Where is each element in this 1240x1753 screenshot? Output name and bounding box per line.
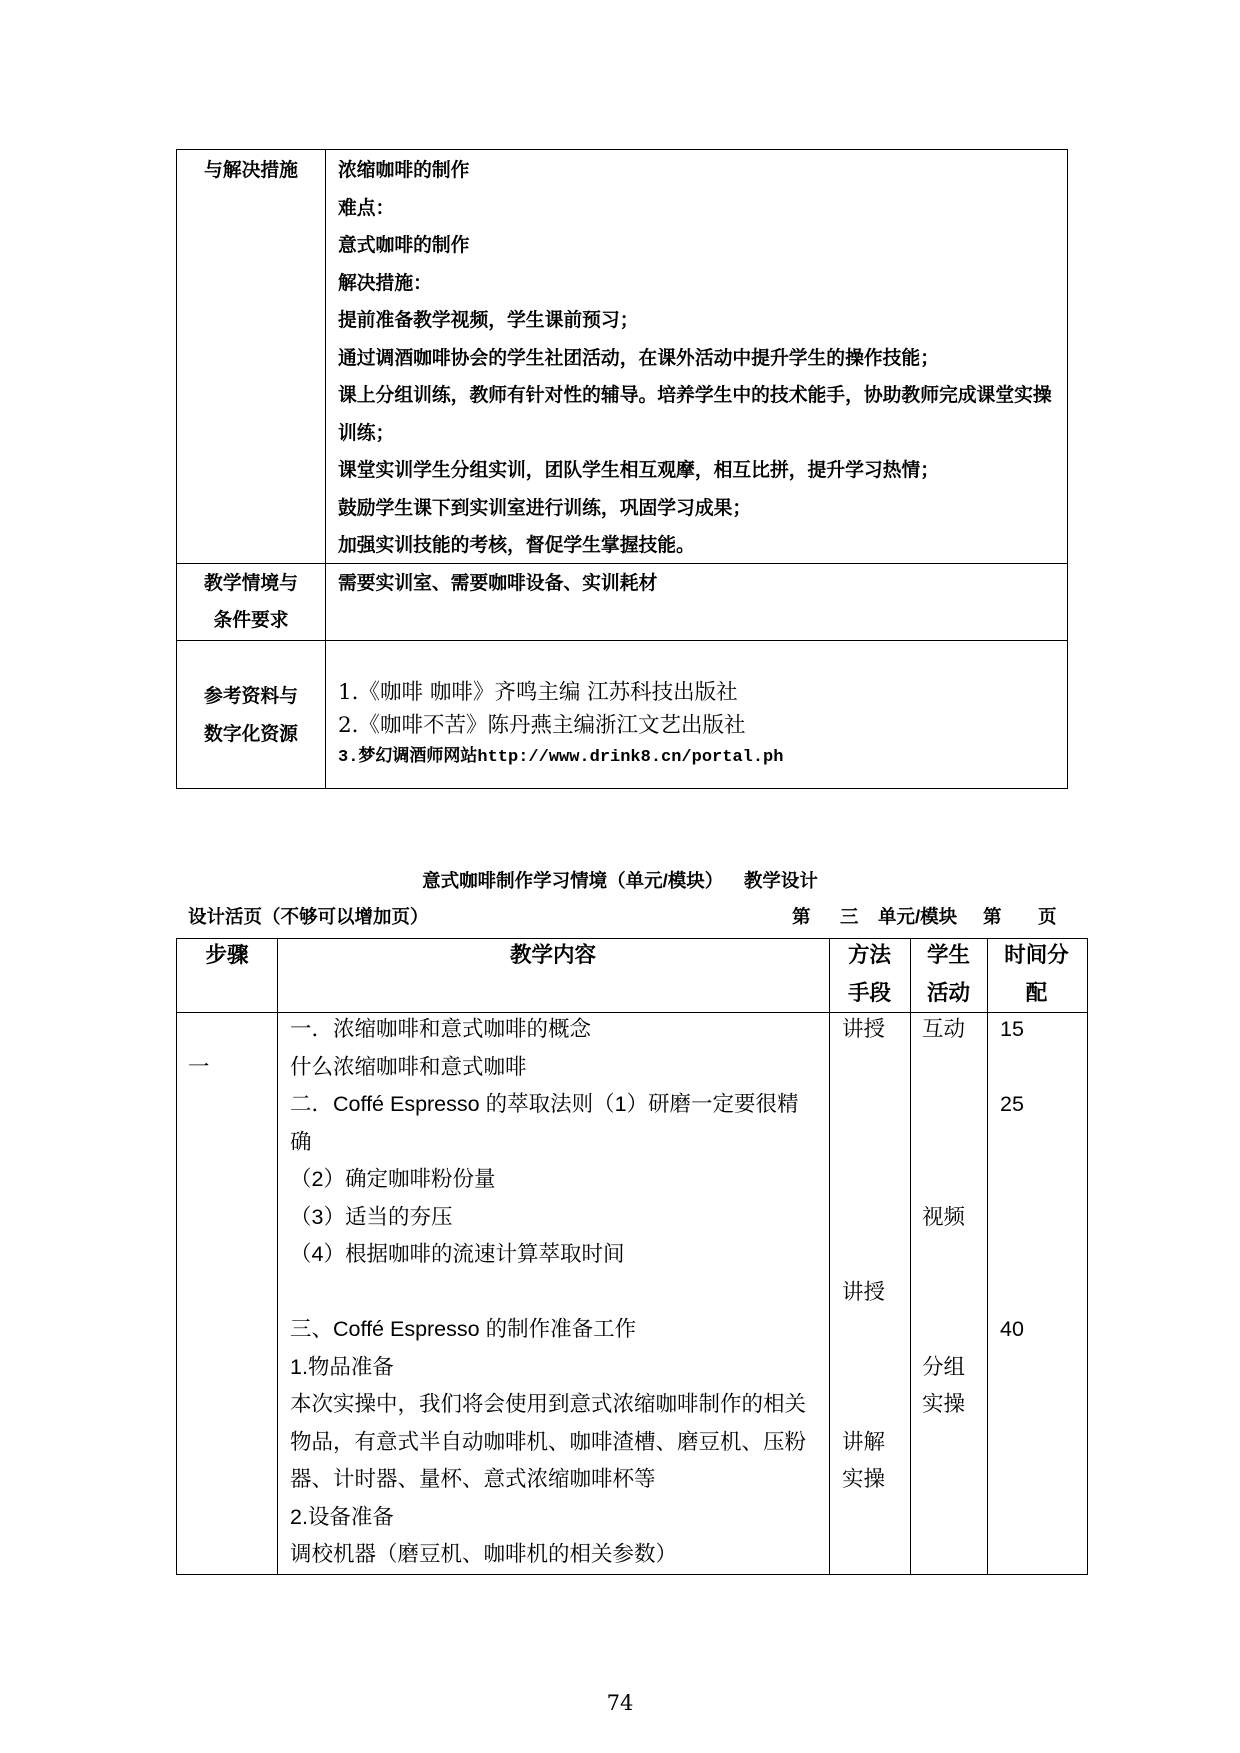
- label-line: 数字化资源: [204, 723, 298, 744]
- content-cell: 调校机器（磨豆机、咖啡机的相关参数）: [290, 1542, 678, 1566]
- table-row: [177, 1349, 1087, 1387]
- header-label: 时间分: [1004, 942, 1069, 967]
- content-line: 提前准备教学视频，学生课前预习；: [338, 309, 639, 330]
- activity-cell: [910, 1124, 987, 1162]
- teaching-measures-table: [176, 149, 1068, 789]
- table-row: [177, 1199, 1087, 1237]
- header-label: 学生: [926, 942, 970, 967]
- time-cell: [987, 1049, 1086, 1087]
- header-method: [829, 936, 910, 1010]
- row-label-conditions: [177, 564, 325, 638]
- header-label: 方法: [847, 942, 891, 967]
- table-row: [177, 1161, 1087, 1199]
- content-cell: 物品，有意式半自动咖啡机、咖啡渣槽、磨豆机、压粉: [290, 1429, 807, 1454]
- table-row: [177, 1311, 1087, 1349]
- content-cell: （4）根据咖啡的流速计算萃取时间: [290, 1242, 625, 1266]
- unit-prefix: 第: [792, 906, 811, 927]
- method-cell: [829, 1124, 910, 1162]
- step-cell: [177, 1424, 277, 1462]
- activity-cell: 分组: [922, 1354, 966, 1379]
- time-cell: [987, 1424, 1086, 1462]
- unit-label: 单元/模块: [878, 906, 958, 927]
- step-cell: [177, 1086, 277, 1124]
- content-cell: 器、计时器、量杯、意式浓缩咖啡杯等: [290, 1467, 656, 1491]
- row-divider: [177, 640, 1067, 641]
- method-cell: [829, 1199, 910, 1237]
- activity-cell: [910, 1274, 987, 1312]
- content-line: 意式咖啡的制作: [338, 234, 470, 255]
- page-prefix: 第: [983, 906, 1002, 927]
- time-cell: [987, 1349, 1086, 1387]
- time-cell: [987, 1536, 1086, 1574]
- table-row: [177, 1424, 1087, 1462]
- header-label: 步骤: [205, 942, 249, 967]
- step-cell: [177, 1161, 277, 1199]
- step-cell: [177, 1386, 277, 1424]
- table-row: [177, 1011, 1087, 1049]
- header-step: [177, 936, 277, 1010]
- step-cell: [177, 1536, 277, 1574]
- time-cell: 15: [1000, 1017, 1024, 1041]
- method-cell: [829, 1499, 910, 1537]
- content-line: 通过调酒咖啡协会的学生社团活动，在课外活动中提升学生的操作技能；: [338, 346, 939, 368]
- table-row: [177, 1499, 1087, 1537]
- content-line: 需要实训室、需要咖啡设备、实训耗材: [338, 572, 658, 593]
- method-cell: [829, 1349, 910, 1387]
- step-cell: [177, 1236, 277, 1274]
- time-cell: [987, 1386, 1086, 1424]
- table-row: [177, 1461, 1087, 1499]
- method-cell: [829, 1086, 910, 1124]
- activity-cell: [910, 1049, 987, 1087]
- time-cell: [987, 1461, 1086, 1499]
- content-cell: 二．Coffé Espresso 的萃取法则（1）研磨一定要很精: [290, 1092, 799, 1116]
- reference-book: 2.《咖啡不苦》陈丹燕主编浙江文艺出版社: [338, 712, 746, 738]
- activity-cell: 视频: [922, 1204, 966, 1229]
- row-content-conditions: [338, 564, 1067, 601]
- method-cell: 实操: [842, 1467, 886, 1491]
- content-cell: 确: [290, 1129, 312, 1154]
- step-cell: [177, 1274, 277, 1312]
- row-label-references: [177, 677, 325, 753]
- label-line: 与解决措施: [204, 159, 298, 180]
- method-cell: [829, 1536, 910, 1574]
- table-row: [177, 1536, 1087, 1574]
- activity-cell: [910, 1161, 987, 1199]
- page-suffix: 页: [1038, 906, 1057, 927]
- method-cell: [829, 1311, 910, 1349]
- content-line: 鼓励学生课下到实训室进行训练，巩固学习成果；: [338, 496, 752, 518]
- content-line: 课堂实训学生分组实训，团队学生相互观摩，相互比拼，提升学习热情；: [338, 459, 939, 480]
- activity-cell: [910, 1461, 987, 1499]
- step-cell: [177, 1499, 277, 1537]
- method-cell: [829, 1236, 910, 1274]
- table-row: [177, 1236, 1087, 1274]
- row-content-references: [338, 677, 1067, 775]
- activity-cell: [910, 1424, 987, 1462]
- sheet-label: 设计活页（不够可以增加页）: [188, 906, 429, 927]
- unit-number: 三: [840, 906, 859, 927]
- table-body: [177, 1011, 1087, 1574]
- method-cell: 讲授: [842, 1279, 886, 1304]
- content-cell: 什么浓缩咖啡和意式咖啡: [290, 1054, 527, 1079]
- step-cell: [177, 1011, 277, 1049]
- step-cell: 一: [188, 1054, 210, 1079]
- reference-website: 3.梦幻调酒师网站http://www.drink8.cn/portal.ph: [338, 748, 784, 767]
- table-row: [177, 1386, 1087, 1424]
- time-cell: [987, 1236, 1086, 1274]
- content-line: 课上分组训练，教师有针对性的辅导。培养学生中的技术能手，协助教师完成课堂实操: [338, 384, 1052, 405]
- step-cell: [177, 1124, 277, 1162]
- method-cell: [829, 1049, 910, 1087]
- content-line: 浓缩咖啡的制作: [338, 159, 470, 180]
- content-cell: （3）适当的夯压: [290, 1204, 453, 1229]
- table-row: [177, 1049, 1087, 1087]
- activity-cell: [910, 1311, 987, 1349]
- method-cell: [829, 1386, 910, 1424]
- table-row: [177, 1274, 1087, 1312]
- activity-cell: [910, 1536, 987, 1574]
- activity-cell: [910, 1086, 987, 1124]
- header-time: [987, 936, 1086, 1010]
- step-cell: [177, 1349, 277, 1387]
- column-divider: [325, 150, 326, 788]
- label-line: 参考资料与: [204, 685, 298, 706]
- content-cell: 本次实操中，我们将会使用到意式浓缩咖啡制作的相关: [290, 1392, 807, 1416]
- header-label: 活动: [926, 980, 970, 1005]
- method-cell: [829, 1161, 910, 1199]
- page-number: 74: [606, 1691, 634, 1715]
- content-cell: 一．浓缩咖啡和意式咖啡的概念: [290, 1017, 592, 1041]
- table-row: [177, 1086, 1087, 1124]
- content-cell: 2.设备准备: [290, 1504, 394, 1529]
- label-line: 教学情境与: [204, 572, 298, 593]
- table-header-row: [177, 939, 1087, 1013]
- time-cell: [987, 1199, 1086, 1237]
- time-cell: [987, 1499, 1086, 1537]
- content-line: 难点：: [338, 196, 395, 218]
- content-cell: 1.物品准备: [290, 1354, 394, 1379]
- header-label: 配: [1025, 980, 1048, 1005]
- content-cell: 三、Coffé Espresso 的制作准备工作: [290, 1317, 637, 1341]
- content-line: 解决措施：: [338, 271, 432, 293]
- table-row: [177, 1124, 1087, 1162]
- label-line: 条件要求: [213, 609, 289, 630]
- row-label-measures: [177, 151, 325, 189]
- activity-cell: 实操: [922, 1392, 966, 1416]
- time-cell: [987, 1161, 1086, 1199]
- time-cell: 25: [1000, 1092, 1024, 1116]
- step-cell: [177, 1311, 277, 1349]
- teaching-design-table: [176, 938, 1088, 1575]
- header-label: 手段: [847, 980, 891, 1005]
- row-content-measures: [338, 151, 1067, 564]
- step-cell: [177, 1199, 277, 1237]
- content-line: 加强实训技能的考核，督促学生掌握技能。: [338, 534, 695, 555]
- reference-book: 1.《咖啡 咖啡》齐鸣主编 江苏科技出版社: [338, 680, 738, 705]
- method-cell: 讲解: [842, 1429, 886, 1454]
- activity-cell: [910, 1236, 987, 1274]
- content-line: 训练；: [338, 421, 395, 443]
- activity-cell: 互动: [922, 1017, 966, 1041]
- design-title: 意式咖啡制作学习情境（单元/模块） 教学设计: [422, 870, 818, 891]
- time-cell: [987, 1124, 1086, 1162]
- header-content: [277, 936, 829, 1010]
- method-cell: 讲授: [842, 1017, 886, 1041]
- step-cell: [177, 1461, 277, 1499]
- content-cell: [277, 1274, 829, 1312]
- time-cell: 40: [1000, 1317, 1024, 1341]
- header-activity: [910, 936, 987, 1010]
- header-label: 教学内容: [509, 942, 596, 967]
- activity-cell: [910, 1499, 987, 1537]
- content-cell: （2）确定咖啡粉份量: [290, 1167, 496, 1191]
- time-cell: [987, 1274, 1086, 1312]
